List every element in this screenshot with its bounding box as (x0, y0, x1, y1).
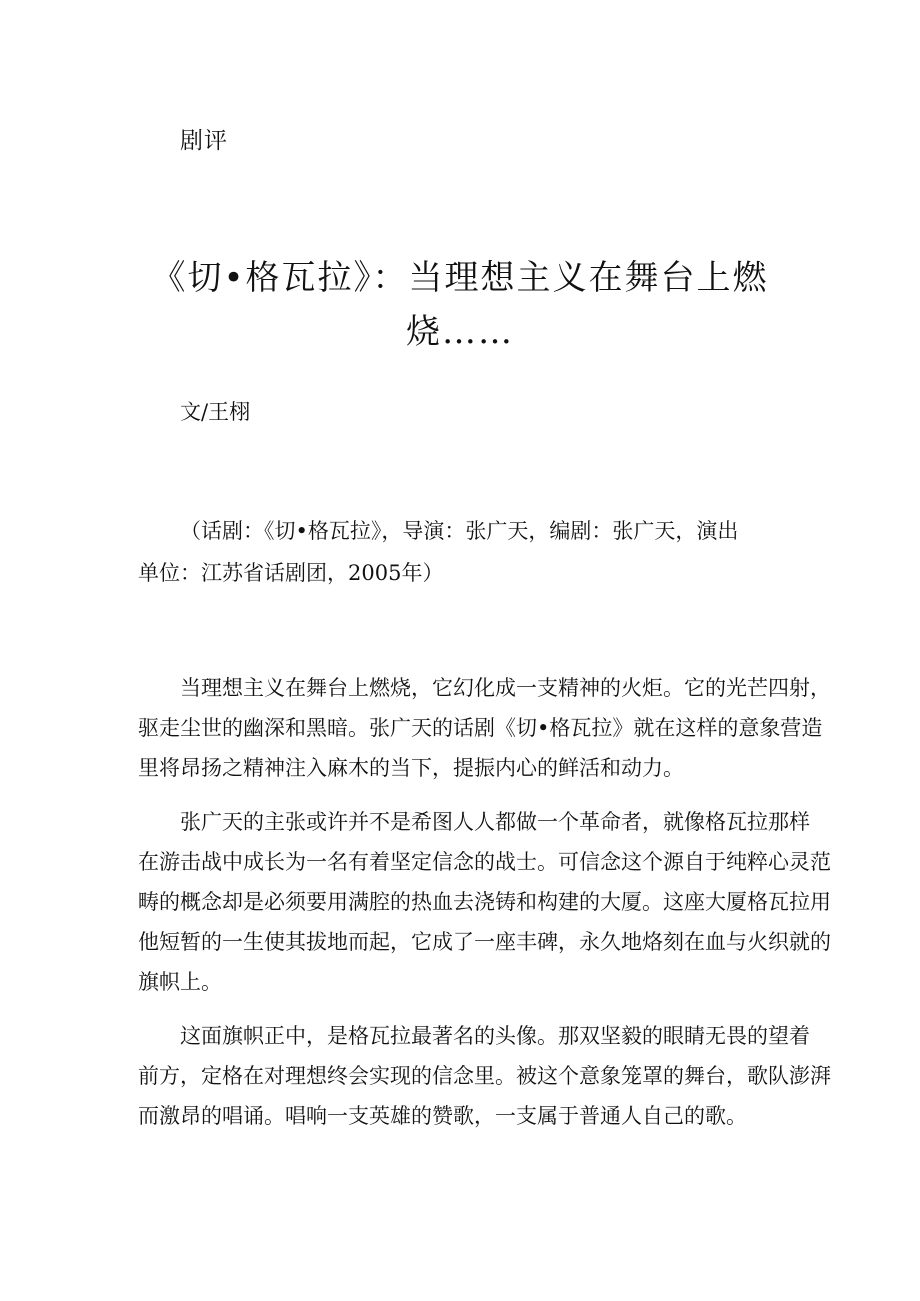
paragraph-line: 里将昂扬之精神注入麻木的当下，提振内心的鲜活和动力。 (138, 756, 684, 780)
article-title (150, 251, 770, 359)
paragraph-line: 驱走尘世的幽深和黑暗。张广天的话剧《切•格瓦拉》就在这样的意象营造 (138, 716, 823, 740)
paragraph-line: 当理想主义在舞台上燃烧，它幻化成一支精神的火炬。它的光芒四射， (180, 676, 831, 700)
article-body (138, 668, 831, 1150)
paragraph-line: 张广天的主张或许并不是希图人人都做一个革命者，就像格瓦拉那样 (180, 810, 810, 834)
paragraph (138, 1016, 831, 1136)
play-info (138, 510, 800, 594)
paragraph-line: 这面旗帜正中，是格瓦拉最著名的头像。那双坚毅的眼睛无畏的望着 (180, 1024, 810, 1048)
paragraph-line: 前方，定格在对理想终会实现的信念里。被这个意象笼罩的舞台，歌队澎湃 (138, 1064, 831, 1088)
play-info-line: 单位：江苏省话剧团，2005年） (138, 561, 444, 585)
title-line: 《切•格瓦拉》：当理想主义在舞台上燃 (151, 257, 769, 298)
paragraph-line: 在游击战中成长为一名有着坚定信念的战士。可信念这个源自于纯粹心灵范 (138, 850, 831, 874)
paragraph-line: 畴的概念却是必须要用满腔的热血去浇铸和构建的大厦。这座大厦格瓦拉用 (138, 890, 831, 914)
paragraph-line: 而激昂的唱诵。唱响一支英雄的赞歌，一支属于普通人自己的歌。 (138, 1104, 747, 1128)
author-byline: 文/王栩 (180, 400, 251, 424)
paragraph (138, 802, 831, 1002)
play-info-line: （话剧：《切•格瓦拉》，导演：张广天，编剧：张广天，演出 (180, 519, 739, 543)
paragraph-line: 他短暂的一生使其拔地而起，它成了一座丰碑，永久地烙刻在血与火织就的 (138, 930, 831, 954)
title-line: 烧…… (406, 311, 514, 352)
paragraph (138, 668, 831, 788)
category-label: 剧评 (180, 128, 228, 154)
paragraph-line: 旗帜上。 (138, 970, 222, 994)
